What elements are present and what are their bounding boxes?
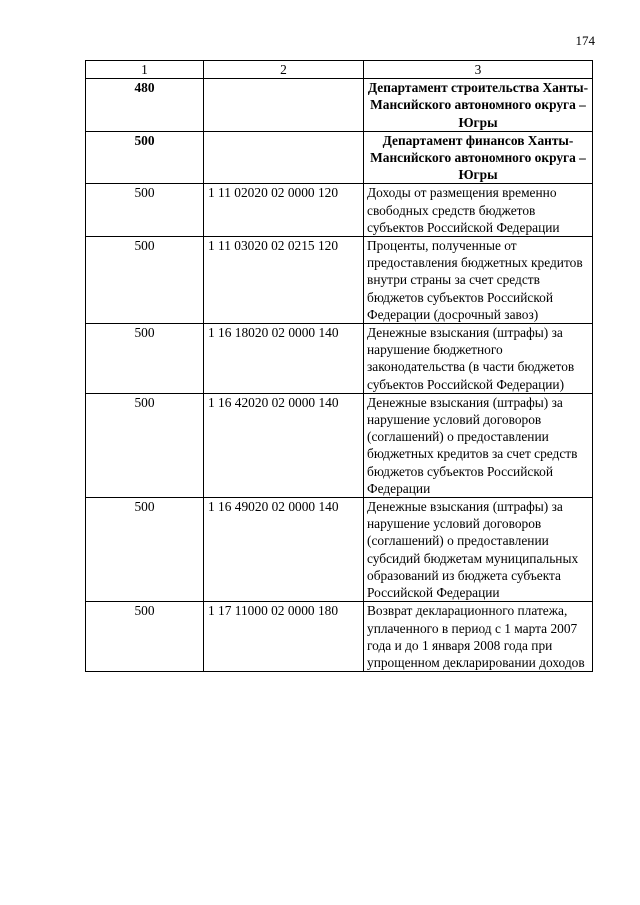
table-row — [86, 498, 593, 602]
revenue-name-cell: Проценты, полученные от предоставления бюджетных кредитов внутри страны за счет средств бюджетов субъектов Российской Федерации (досрочный завоз) — [364, 237, 593, 324]
page-number: 174 — [575, 33, 595, 48]
header-cell-1: 1 — [86, 61, 204, 79]
revenue-code-cell — [204, 79, 364, 132]
revenue-name-cell: Денежные взыскания (штрафы) за нарушение условий договоров (соглашений) о предоставлении бюджетных кредитов за счет средств бюджетов субъектов Российской Федерации — [364, 393, 593, 497]
revenue-name-cell: Денежные взыскания (штрафы) за нарушение бюджетного законодательства (в части бюджетов субъектов Российской Федерации) — [364, 324, 593, 394]
revenue-code-cell: 1 16 42020 02 0000 140 — [204, 393, 364, 497]
admin-code-cell: 500 — [86, 131, 204, 184]
table-header-row — [86, 61, 593, 79]
revenue-code-cell: 1 11 03020 02 0215 120 — [204, 237, 364, 324]
table-row — [86, 393, 593, 497]
revenue-name-cell: Доходы от размещения временно свободных средств бюджетов субъектов Российской Федерации — [364, 184, 593, 237]
table-row — [86, 602, 593, 672]
revenue-code-cell — [204, 131, 364, 184]
table-row — [86, 131, 593, 184]
revenue-name-cell: Возврат декларационного платежа, уплаченного в период с 1 марта 2007 года и до 1 января 2008 года при упрощенном декларировании доходов — [364, 602, 593, 672]
admin-code-cell: 500 — [86, 184, 204, 237]
admin-code-cell: 500 — [86, 393, 204, 497]
revenue-name-cell: Департамент строительства Ханты-Мансийского автономного округа – Югры — [364, 79, 593, 132]
admin-code-cell: 500 — [86, 237, 204, 324]
table-row — [86, 237, 593, 324]
admin-code-cell: 500 — [86, 602, 204, 672]
revenue-table — [85, 60, 593, 672]
admin-code-cell: 480 — [86, 79, 204, 132]
table-body — [86, 61, 593, 672]
table-row — [86, 324, 593, 394]
revenue-code-cell: 1 16 18020 02 0000 140 — [204, 324, 364, 394]
revenue-code-cell: 1 17 11000 02 0000 180 — [204, 602, 364, 672]
revenue-code-cell: 1 11 02020 02 0000 120 — [204, 184, 364, 237]
admin-code-cell: 500 — [86, 498, 204, 602]
header-cell-3: 3 — [364, 61, 593, 79]
revenue-name-cell: Денежные взыскания (штрафы) за нарушение условий договоров (соглашений) о предоставлении субсидий бюджетам муниципальных образований из бюджета субъекта Российской Федерации — [364, 498, 593, 602]
header-cell-2: 2 — [204, 61, 364, 79]
admin-code-cell: 500 — [86, 324, 204, 394]
revenue-name-cell: Департамент финансов Ханты-Мансийского автономного округа – Югры — [364, 131, 593, 184]
revenue-code-cell: 1 16 49020 02 0000 140 — [204, 498, 364, 602]
table-row — [86, 184, 593, 237]
table-row — [86, 79, 593, 132]
